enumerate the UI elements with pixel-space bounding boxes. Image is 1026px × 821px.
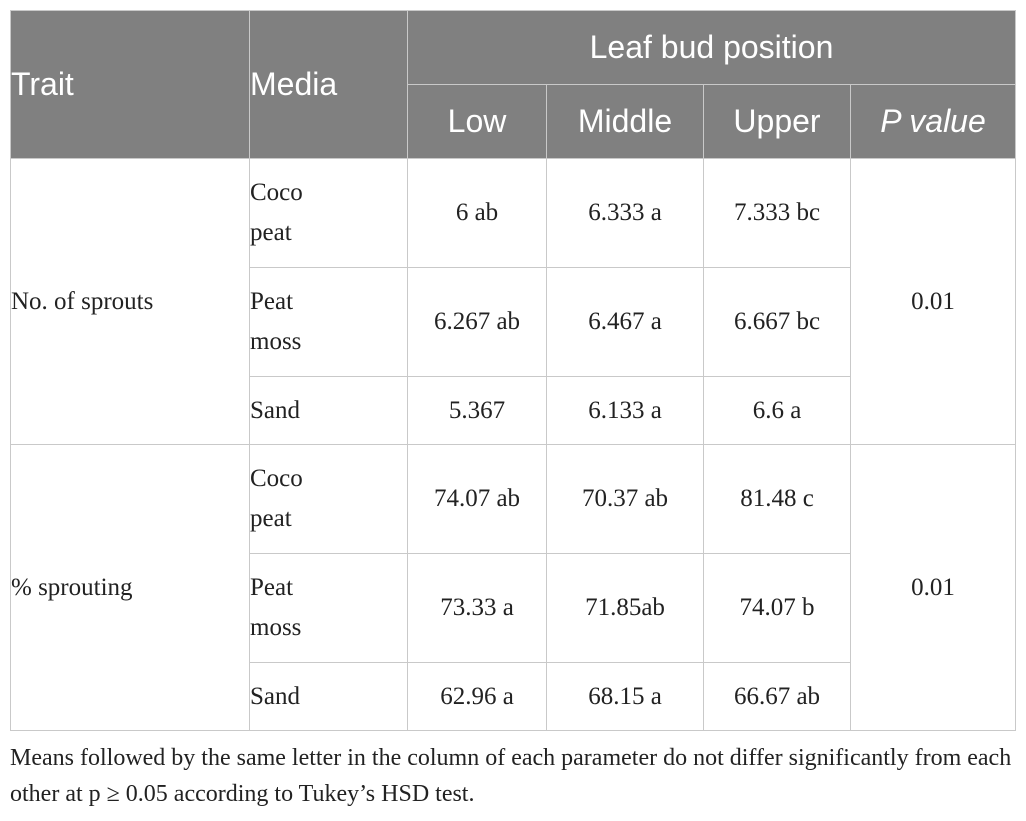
media-label: Peat moss xyxy=(250,288,302,355)
header-low: Low xyxy=(408,85,547,159)
media-cell xyxy=(250,554,408,663)
middle-value: 6.333 a xyxy=(547,159,704,268)
media-label: Peat moss xyxy=(250,574,302,641)
middle-value: 6.133 a xyxy=(547,377,704,445)
middle-value: 71.85ab xyxy=(547,554,704,663)
table-body xyxy=(11,159,1016,731)
trait-cell: % sprouting xyxy=(11,445,250,731)
middle-value: 70.37 ab xyxy=(547,445,704,554)
media-label: Sand xyxy=(250,682,300,710)
low-value: 73.33 a xyxy=(408,554,547,663)
upper-value: 74.07 b xyxy=(704,554,851,663)
trait-cell: No. of sprouts xyxy=(11,159,250,445)
header-upper: Upper xyxy=(704,85,851,159)
media-cell xyxy=(250,377,408,445)
upper-value: 81.48 c xyxy=(704,445,851,554)
low-value: 62.96 a xyxy=(408,663,547,731)
media-label: Coco peat xyxy=(250,179,303,246)
header-middle: Middle xyxy=(547,85,704,159)
upper-value: 6.6 a xyxy=(704,377,851,445)
upper-value: 6.667 bc xyxy=(704,268,851,377)
low-value-text: 74.07 ab xyxy=(433,485,521,512)
header-p-value: P value xyxy=(851,85,1016,159)
table-header xyxy=(11,11,1016,159)
upper-value: 7.333 bc xyxy=(704,159,851,268)
media-label: Coco peat xyxy=(250,465,303,532)
header-trait: Trait xyxy=(11,11,250,159)
media-cell xyxy=(250,445,408,554)
table-row xyxy=(11,445,1016,554)
media-label: Sand xyxy=(250,396,300,424)
header-media: Media xyxy=(250,11,408,159)
upper-value: 66.67 ab xyxy=(704,663,851,731)
header-leaf-bud-position: Leaf bud position xyxy=(408,11,1016,85)
low-value: 5.367 xyxy=(408,377,547,445)
p-value-cell: 0.01 xyxy=(851,445,1016,731)
table-row xyxy=(11,159,1016,268)
results-table xyxy=(10,10,1016,731)
middle-value: 68.15 a xyxy=(547,663,704,731)
low-value: 6 ab xyxy=(408,159,547,268)
low-value xyxy=(408,268,547,377)
media-cell xyxy=(250,663,408,731)
low-value xyxy=(408,445,547,554)
low-value-text: 6.267 ab xyxy=(433,308,521,335)
middle-value: 6.467 a xyxy=(547,268,704,377)
p-value-cell: 0.01 xyxy=(851,159,1016,445)
media-cell xyxy=(250,159,408,268)
media-cell xyxy=(250,268,408,377)
table-footnote: Means followed by the same letter in the column of each parameter do not differ significantly from each other at p ≥ 0.05 according to Tukey’s HSD test. xyxy=(10,745,1012,807)
